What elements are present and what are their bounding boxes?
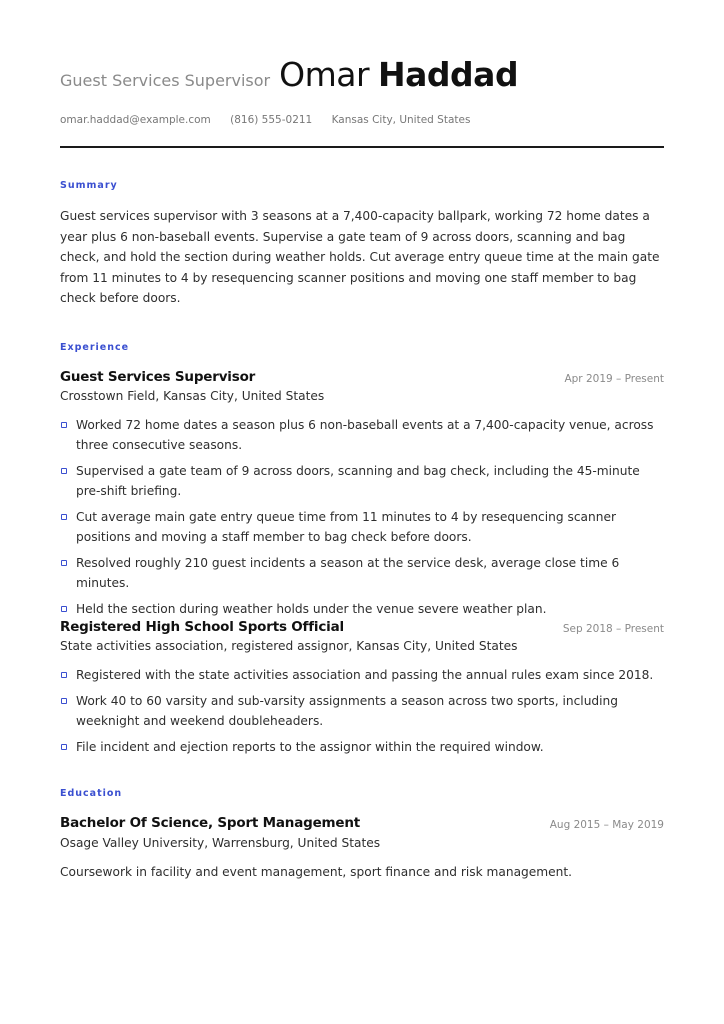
job-role: Guest Services Supervisor — [60, 71, 271, 90]
title-line — [60, 55, 664, 94]
job-dates: Apr 2019 – Present — [564, 373, 664, 385]
list-item: Work 40 to 60 varsity and sub-varsity assignments a season across two sports, including weeknight and weekend doubleheaders. — [60, 691, 664, 731]
job-organization: State activities association, registered assignor, Kansas City, United States — [60, 639, 518, 653]
education-dates: Aug 2015 – May 2019 — [549, 819, 664, 831]
list-item: Resolved roughly 210 guest incidents a season at the service desk, average close time 6 minutes. — [60, 553, 664, 593]
degree-title: Bachelor Of Science, Sport Management — [60, 815, 361, 831]
job-title: Registered High School Sports Official — [60, 619, 344, 635]
job-dates: Sep 2018 – Present — [562, 623, 664, 635]
list-item: Worked 72 home dates a season plus 6 non-baseball events at a 7,400-capacity venue, across three consecutive seasons. — [60, 415, 664, 455]
job-organization: Crosstown Field, Kansas City, United States — [60, 389, 325, 403]
contact-phone[interactable]: (816) 555-0211 — [230, 114, 313, 126]
job-title: Guest Services Supervisor — [60, 369, 256, 385]
list-item: Cut average main gate entry queue time from 11 minutes to 4 by resequencing scanner positions and moving a staff member to bag check before doors. — [60, 507, 664, 547]
education-heading: Education — [60, 788, 123, 799]
experience-heading: Experience — [60, 342, 130, 353]
first-name: Omar — [279, 55, 370, 94]
list-item: Held the section during weather holds under the venue severe weather plan. — [60, 599, 664, 619]
header-divider — [60, 146, 664, 148]
list-item: File incident and ejection reports to the assignor within the required window. — [60, 737, 664, 757]
summary-text: Guest services supervisor with 3 seasons at a 7,400-capacity ballpark, working 72 home dates a year plus 6 non-baseball events. Supervise a gate team of 9 across doors, scanning and bag check, and hold the section during weather holds. Cut average entry queue time at the main gate from 11 minutes to 4 by resequencing scanner positions and moving one staff member to bag check before doors. — [60, 209, 660, 306]
contact-location: Kansas City, United States — [331, 114, 471, 126]
contact-line — [60, 114, 486, 126]
list-item: Registered with the state activities association and passing the annual rules exam since 2018. — [60, 665, 664, 685]
contact-email[interactable]: omar.haddad@example.com — [60, 114, 211, 126]
last-name: Haddad — [378, 55, 519, 94]
school-name: Osage Valley University, Warrensburg, United States — [60, 836, 381, 850]
job-bullet-list — [60, 665, 664, 763]
education-note: Coursework in facility and event management, sport finance and risk management. — [60, 865, 573, 879]
resume-header — [60, 55, 664, 94]
job-bullet-list — [60, 415, 664, 625]
list-item: Supervised a gate team of 9 across doors, scanning and bag check, including the 45-minute pre-shift briefing. — [60, 461, 664, 501]
summary-heading: Summary — [60, 180, 118, 191]
